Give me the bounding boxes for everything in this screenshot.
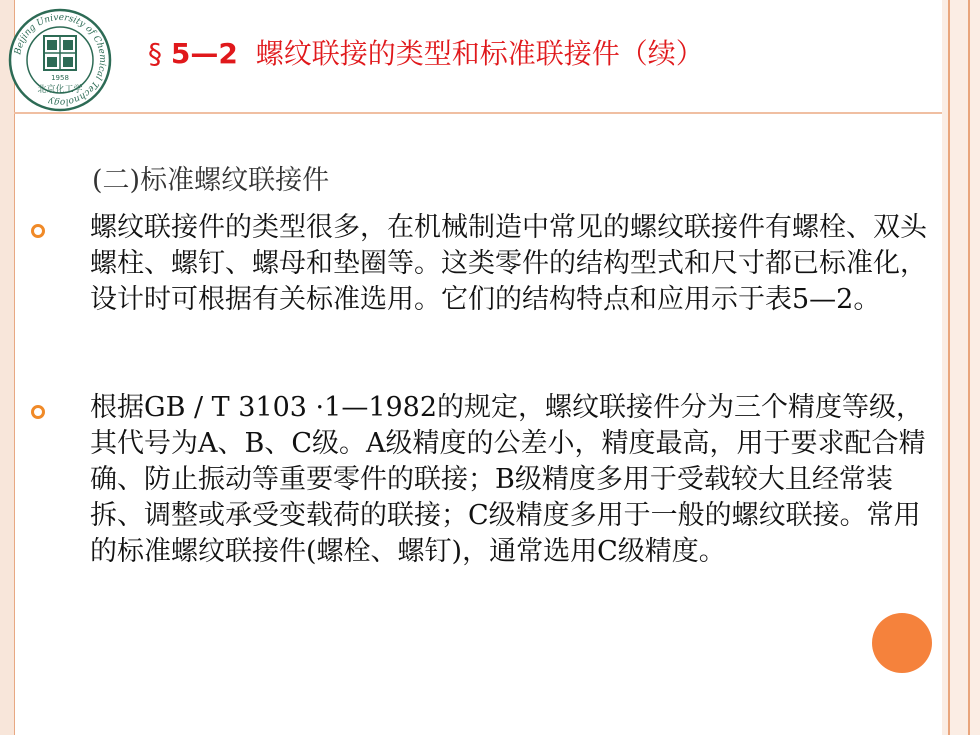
section-sign: § [148,37,162,70]
bullet-marker-icon [31,405,45,419]
decorative-dot [872,613,932,673]
bullet-item-2 [90,390,935,570]
seal-center-chars: 北京化工学 [37,85,83,95]
seal-year: 1958 [51,74,69,82]
title-text: 螺纹联接的类型和标准联接件（续） [255,37,704,70]
right-frame-line [948,0,950,735]
right-frame-line [968,0,970,735]
bullet-text: 螺纹联接件的类型很多，在机械制造中常见的螺纹联接件有螺栓、双头螺柱、螺钉、螺母和垫圈等。这类零件的结构型式和尺寸都已标准化，设计时可根据有关标准选用。它们的结构特点和应用示于表5—2。 [90,212,927,315]
university-seal-icon [6,6,114,114]
header-divider [14,112,942,114]
slide-title [148,32,704,72]
subheading: (二)标准螺纹联接件 [92,165,330,196]
bullet-item-1 [90,210,935,318]
seal-ring-text: Beijing University of Chemical Technology [13,12,108,108]
section-number: 5—2 [170,37,238,70]
bullet-text: 根据GB / T 3103 ·1—1982的规定，螺纹联接件分为三个精度等级，其代号为A、B、C级。A级精度的公差小，精度最高，用于要求配合精确、防止振动等重要零件的联接；B级精度多用于受载较大且经常装拆、调整或承受变载荷的联接；C级精度多用于一般的螺纹联接。常用的标准螺纹联接件(螺栓、螺钉)，通常选用C级精度。 [90,392,926,567]
bullet-marker-icon [31,224,45,238]
